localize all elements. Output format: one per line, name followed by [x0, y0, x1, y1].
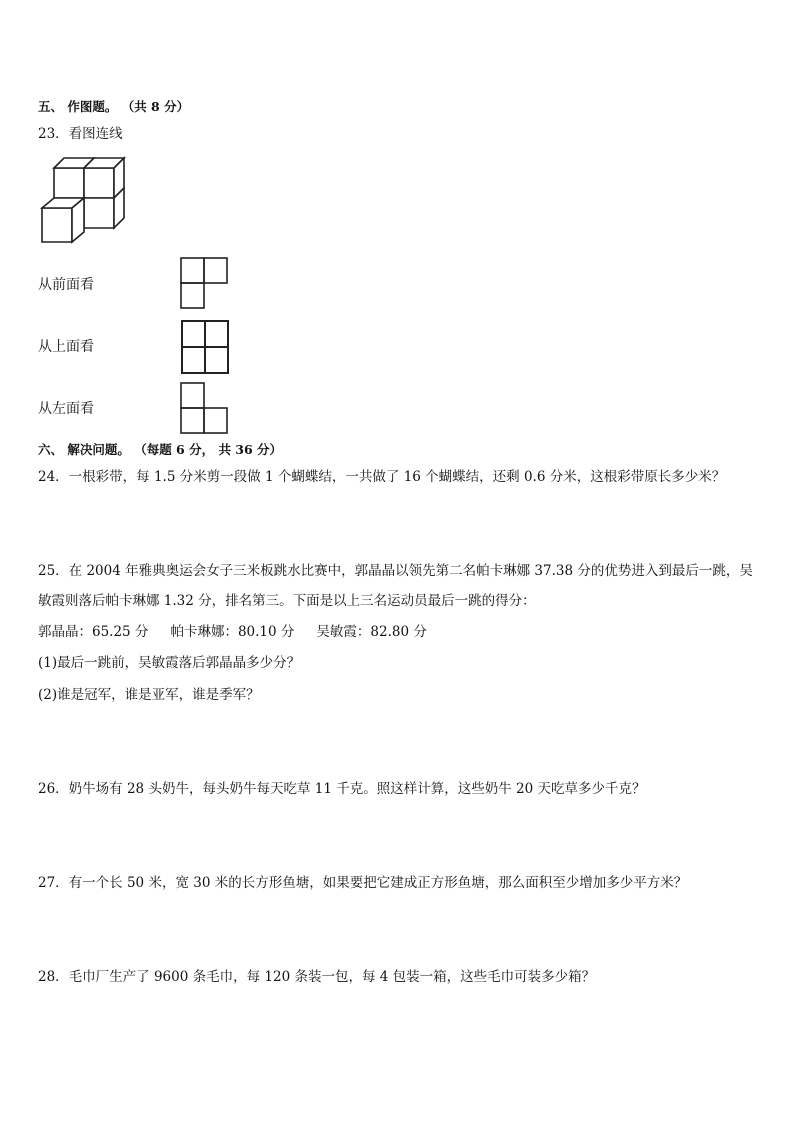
- question-25-scores: [38, 623, 427, 641]
- question-28: 28．毛巾厂生产了 9600 条毛巾，每 120 条装一包，每 4 包装一箱，这些毛巾可装多少箱？: [38, 969, 596, 985]
- top-view-grid-icon: [181, 320, 231, 374]
- view-label-front: 从前面看: [38, 277, 94, 293]
- question-25-line-2: 敏霞则落后帕卡琳娜 1.32 分，排名第三。下面是以上三名运动员最后一跳的得分：: [38, 593, 536, 609]
- question-25-sub-2: (2)谁是冠军，谁是亚军，谁是季军？: [38, 687, 260, 703]
- question-24: 24．一根彩带，每 1.5 分米剪一段做 1 个蝴蝶结，一共做了 16 个蝴蝶结，还剩 0.6 分米，这根彩带原长多少米？: [38, 469, 726, 485]
- score-name: 吴敏霞：: [316, 624, 371, 640]
- question-23-stem: 23．看图连线: [38, 126, 123, 142]
- score-value: 65.25 分: [92, 624, 149, 640]
- score-value: 80.10 分: [237, 624, 295, 640]
- section-6-title: 六、 解决问题。 （每题 6 分， 共 36 分）: [38, 442, 283, 457]
- left-view-grid-icon: [180, 382, 230, 434]
- section-5-title: 五、 作图题。 （共 8 分）: [38, 99, 190, 114]
- question-25-line-1: 25．在 2004 年雅典奥运会女子三米板跳水比赛中，郭晶晶以领先第二名帕卡琳娜 37.38 分的优势进入到最后一跳，吴: [38, 563, 753, 579]
- question-25-sub-1: (1)最后一跳前，吴敏霞落后郭晶晶多少分？: [38, 655, 301, 671]
- question-26: 26．奶牛场有 28 头奶牛，每头奶牛每天吃草 11 千克。照这样计算，这些奶牛 20 天吃草多少千克？: [38, 781, 646, 797]
- score-value: 82.80 分: [370, 624, 427, 640]
- score-name: 帕卡琳娜：: [170, 624, 238, 640]
- question-27: 27．有一个长 50 米，宽 30 米的长方形鱼塘，如果要把它建成正方形鱼塘，那么面积至少增加多少平方米？: [38, 875, 688, 891]
- view-label-left: 从左面看: [38, 401, 94, 417]
- view-label-top: 从上面看: [38, 339, 94, 355]
- cube-stack-figure: [38, 150, 138, 250]
- score-name: 郭晶晶：: [38, 624, 92, 640]
- front-view-grid-icon: [180, 257, 230, 309]
